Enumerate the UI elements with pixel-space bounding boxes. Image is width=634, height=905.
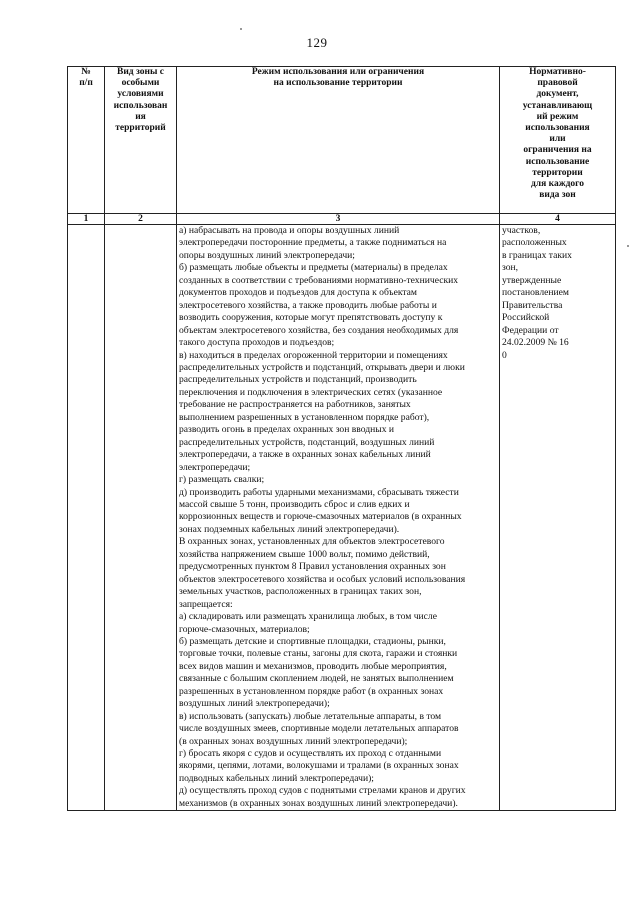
regime-text-line: опоры воздушных линий электропередачи;	[179, 249, 355, 261]
regime-text-line: г) размещать свалки;	[179, 474, 265, 486]
regime-text-line: всех видов машин и механизмов, проводить любые мероприятия,	[179, 660, 447, 672]
regime-text-line: распределительных устройств и подстанций, открывать двери и люки	[179, 361, 465, 373]
regime-text-line: механизмов (в охранных зонах воздушных линий электропередачи).	[179, 797, 458, 809]
regime-text-line: а) складировать или размещать хранилища любых, в том числе	[179, 611, 437, 623]
regime-text-line: электропередачи, а также в охранных зонах кабельных линий	[179, 449, 431, 461]
regime-text-line: а) набрасывать на провода и опоры воздушных линий	[179, 225, 400, 236]
legal-document-text-line: зон,	[502, 262, 519, 274]
regime-text-line: электропередачи;	[179, 461, 251, 473]
regime-text-line: требование не распространяется на работников, занятых	[179, 399, 411, 411]
regime-text-line: горюче-смазочных, материалов;	[179, 623, 310, 635]
regime-text-line: объектам электросетевого хозяйства, без создания необходимых для	[179, 324, 459, 336]
regime-text-line: д) производить работы ударными механизмами, сбрасывать тяжести	[179, 486, 459, 498]
column-number: 2	[105, 214, 177, 225]
regime-text-line: (в охранных зонах воздушных линий электропередачи);	[179, 735, 408, 747]
regime-text-line: в) находиться в пределах огороженной территории и помещениях	[179, 349, 448, 361]
legal-document-text-line: утвержденные	[502, 274, 562, 286]
regime-text-line: такого доступа проходов и подъездов;	[179, 337, 335, 349]
regime-text-line: распределительных устройств и подстанций, производить	[179, 374, 417, 386]
regime-text-line: б) размещать любые объекты и предметы (материалы) в пределах	[179, 262, 448, 274]
column-number: 3	[177, 214, 500, 225]
regime-text-line: предусмотренных пунктом 8 Правил установления охранных зон	[179, 561, 446, 573]
regime-text-line: распределительных устройств, подстанций, воздушных линий	[179, 436, 435, 448]
legal-document-text-line: Федерации от	[502, 324, 559, 336]
table-header-row	[68, 67, 616, 214]
regime-text-line: связанные с большим скоплением людей, не занятых выполнением	[179, 673, 454, 685]
regulation-table	[67, 66, 616, 811]
regime-text-line: созданных в соответствии с требованиями нормативно-технических	[179, 274, 459, 286]
column-number-row	[68, 214, 616, 225]
regime-text-line: зонах подземных кабельных линий электропередачи).	[179, 523, 400, 535]
regime-text-line: объектов электросетевого хозяйства и особых условий использования	[179, 573, 466, 585]
regime-text-line: хозяйства напряжением свыше 1000 вольт, помимо действий,	[179, 548, 430, 560]
legal-document-text-line: постановлением	[502, 287, 569, 299]
legal-document-text-line: 24.02.2009 № 16	[502, 337, 569, 349]
page-number: 129	[306, 35, 328, 50]
legal-document-text-line: расположенных	[502, 237, 567, 249]
cell-regime-text	[177, 225, 500, 811]
regime-text-line: якорями, цепями, лотами, волокушами и тралами (в охранных зонах	[179, 760, 459, 772]
regime-text-line: числе воздушных змеев, спортивные модели летательных аппаратов	[179, 723, 459, 735]
regime-text-line: документов проходов и подъездов для доступа к объектам	[179, 287, 418, 299]
scan-artifact	[240, 28, 242, 30]
legal-document-text-line: участков,	[502, 225, 541, 236]
regime-text-line: в) использовать (запускать) любые летательные аппараты, в том	[179, 710, 442, 722]
regime-text-line: электропередачи посторонние предметы, а также подниматься на	[179, 237, 447, 249]
regime-text-line: д) осуществлять проход судов с поднятыми стрелами кранов и других	[179, 785, 466, 797]
legal-document-text-line: 0	[502, 349, 507, 361]
legal-document-text-line: Правительства	[502, 299, 563, 311]
regime-text-line: возводить сооружения, которые могут препятствовать доступу к	[179, 312, 443, 324]
header-col-zone-type: Вид зоны с особыми условиями использован ия территорий	[105, 67, 177, 214]
legal-document-text-line: в границах таких	[502, 249, 572, 261]
regime-text-line: В охранных зонах, установленных для объектов электросетевого	[179, 536, 445, 548]
regime-text-line: переключения и подключения в электрических сетях (указанное	[179, 386, 443, 398]
regime-text-line: разводить огонь в пределах охранных зон вводных и	[179, 424, 395, 436]
scan-artifact	[627, 245, 629, 247]
regime-text-line: б) размещать детские и спортивные площадки, стадионы, рынки,	[179, 635, 446, 647]
table-row	[68, 225, 616, 811]
regime-text-line: электросетевого хозяйства, а также проводить любые работы и	[179, 299, 437, 311]
header-col-number: № п/п	[68, 67, 105, 214]
header-col-legal-document: Нормативно- правовой документ, устанавливающ ий режим использования или ограничения на использование территории для каждого вида зон	[500, 67, 616, 214]
column-number: 1	[68, 214, 105, 225]
regime-text-line: массой свыше 5 тонн, производить сброс и слив едких и	[179, 498, 410, 510]
regime-text-line: выполнением разрешенных в установленном порядке работ),	[179, 411, 430, 423]
cell-legal-document-text	[500, 225, 616, 811]
cell-number-empty	[68, 225, 105, 811]
regime-text-line: воздушных линий электропередачи);	[179, 698, 330, 710]
legal-document-text-line: Российской	[502, 312, 550, 324]
cell-zone-type-empty	[105, 225, 177, 811]
regime-text-line: г) бросать якоря с судов и осуществлять их проход с отданными	[179, 748, 442, 760]
regime-text-line: запрещается:	[179, 598, 233, 610]
regime-text-line: подводных кабельных линий электропередачи);	[179, 772, 374, 784]
header-col-regime: Режим использования или ограничения на использование территории	[177, 67, 500, 214]
regime-text-line: земельных участков, расположенных в границах таких зон,	[179, 586, 422, 598]
regime-text-line: разрешенных в установленном порядке работ (в охранных зонах	[179, 685, 444, 697]
regime-text-line: торговые точки, полевые станы, загоны для скота, гаражи и стоянки	[179, 648, 458, 660]
column-number: 4	[500, 214, 616, 225]
regime-text-line: коррозионных веществ и горюче-смазочных материалов (в охранных	[179, 511, 462, 523]
